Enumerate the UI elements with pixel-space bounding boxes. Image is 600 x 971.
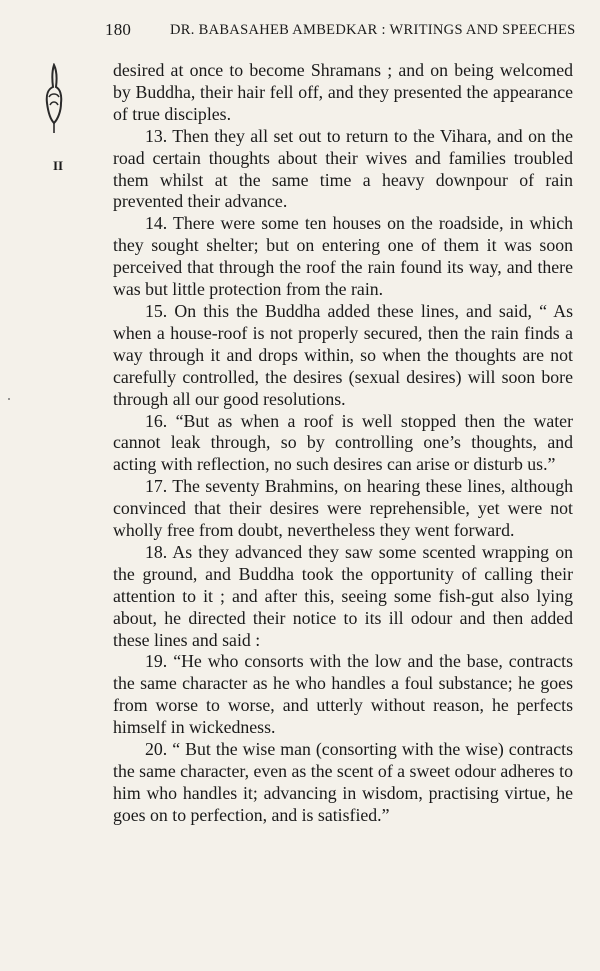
paragraph-15: 15. On this the Buddha added these lines, and said, “ As when a house-roof is not properly secured, then the rain finds a way through it and drops within, so when the thoughts are not carefully controlled, the desires (sexual desires) will soon bore through all our good resolutions.: [113, 300, 573, 409]
paragraph-13: 13. Then they all set out to return to the Vihara, and on the road certain thoughts about their wives and families troubled them whilst at the same time a heavy downpour of rain prevented their advance.: [113, 125, 573, 212]
paragraph-19: 19. “He who consorts with the low and the base, contracts the same character as he who handles a foul substance; he goes from worse to worse, and utterly without reason, he perfects himself in wickedness.: [113, 651, 573, 738]
running-header: [105, 16, 590, 44]
paragraph-continuation: desired at once to become Shramans ; and on being welcomed by Buddha, their hair fell off, and they presented the appearance of true disciples.: [113, 60, 573, 124]
paragraph-17: 17. The seventy Brahmins, on hearing these lines, although convinced that their desires were reprehensible, yet were not wholly free from doubt, nevertheless they went forward.: [113, 476, 573, 541]
body-text: [113, 60, 573, 827]
paragraph-16: 16. “But as when a roof is well stopped then the water cannot leak through, so by controlling one’s thoughts, and acting with reflection, no such desires can arise or disturb us.”: [113, 410, 573, 475]
paragraph-20: 20. “ But the wise man (consorting with the wise) contracts the same character, even as the scent of a sweet odour adheres to him who handles it; advancing in wisdom, practising virtue, he goes on to perfection, and is satisfied.”: [113, 739, 573, 825]
hand-pointing-icon: [36, 63, 72, 135]
margin-section-numeral: II: [53, 158, 64, 173]
running-title: DR. BABASAHEB AMBEDKAR : WRITINGS AND SPEECHES: [170, 22, 576, 38]
page-number: 180: [105, 20, 132, 39]
paper-speck: [8, 398, 10, 400]
paragraph-14: 14. There were some ten houses on the roadside, in which they sought shelter; but on entering one of them it was soon perceived that through the roof the rain found its way, and there was but little protection from the rain.: [113, 213, 573, 300]
paragraph-18: 18. As they advanced they saw some scented wrapping on the ground, and Buddha took the opportunity of calling their attention to it ; and after this, seeing some fish-gut also lying about, he directed their notice to its ill odour and then added these lines and said :: [113, 541, 573, 650]
